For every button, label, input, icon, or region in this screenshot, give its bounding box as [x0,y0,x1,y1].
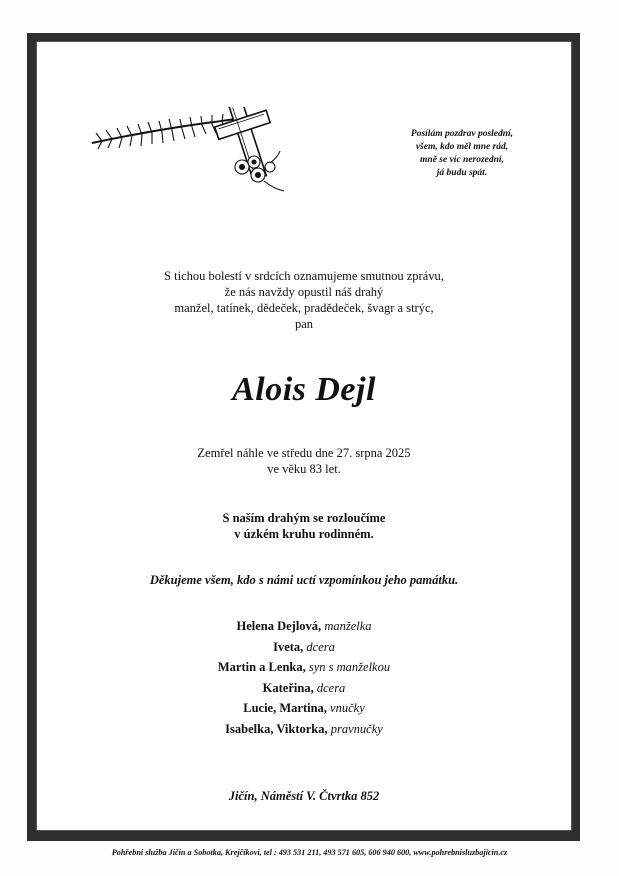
poem-line: Posílám pozdrav poslední, [410,129,514,139]
mourner-row [36,637,572,658]
intro-line: pan [294,317,314,331]
farewell-line: v úzkém kruhu rodinném. [234,527,374,541]
mourner-row [36,616,572,637]
palm-branch-cross-flowers-icon [88,107,294,197]
intro-line: že nás navždy opustil náš drahý [224,285,384,299]
death-details [36,445,572,477]
death-line: Zemřel náhle ve středu dne 27. srpna 2025 [197,446,411,460]
mourner-name: Lucie, Martina, [243,701,327,716]
funeral-service-footer: Pohřební služba Jičín a Sobotka, Krejčíkovi, tel : 493 531 211, 493 571 605, 606 940 600, www.pohrebnisluzbajicin.cz [111,848,508,857]
mourner-name: Iveta, [273,639,304,654]
mourners-list [36,616,572,740]
poem-line: mně se víc nerozední, [420,155,504,165]
mourner-relation: dcera [306,639,335,654]
farewell-info [36,510,572,542]
intro-line: manžel, tatínek, dědeček, pradědeček, švagr a strýc, [174,301,434,315]
intro-line: S tichou bolestí v srdcích oznamujeme smutnou zprávu, [164,269,444,283]
thanks-line: Děkujeme všem, kdo s námi uctí vzpomínkou jeho památku. [149,573,459,587]
mourner-relation: syn s manželkou [308,660,391,675]
announcement-intro [36,268,572,332]
poem-line: já budu spát. [436,168,488,178]
death-line: ve věku 83 let. [267,462,341,476]
mourner-name: Martin a Lenka, [217,660,306,675]
deceased-name: Alois Dejl [232,371,376,408]
mourner-name: Isabelka, Viktorka, [225,721,328,736]
mourner-relation: vnučky [330,701,365,716]
mourner-row [36,657,572,678]
mourner-row [36,719,572,740]
mourner-name: Kateřina, [262,680,314,695]
mourner-relation: dcera [316,680,346,695]
poem-line: všem, kdo měl mne rád, [415,142,509,152]
farewell-line: S naším drahým se rozloučíme [222,511,386,525]
mourner-relation: pravnučky [330,721,383,736]
mourner-name: Helena Dejlová, [236,619,322,633]
mourner-row [36,698,572,719]
address: Jičín, Náměstí V. Čtvrtka 852 [228,789,380,803]
poem [382,128,542,180]
mourner-row [36,678,572,699]
mourner-relation: manželka [324,619,372,633]
